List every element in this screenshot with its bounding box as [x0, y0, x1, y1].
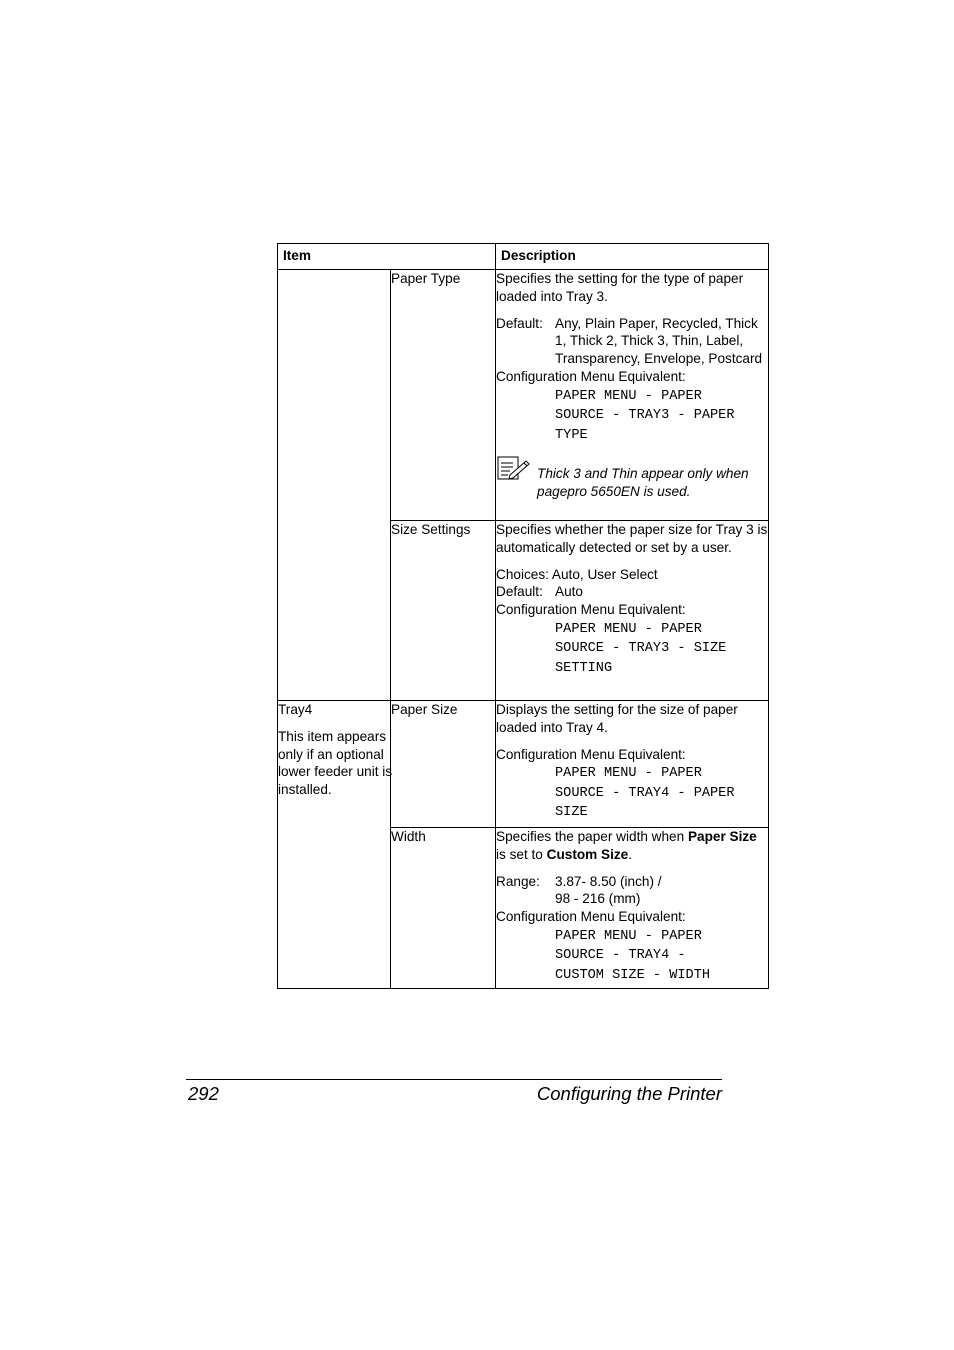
paper-type-default: Default: Any, Plain Paper, Recycled, Thick 1, Thick 2, Thick 3, Thin, Label, Transparency, Envelope, Postcard [496, 315, 763, 367]
footer-divider [186, 1079, 722, 1080]
paper-type-note: Thick 3 and Thin appear only when pagepro 5650EN is used. [496, 455, 768, 500]
paper-type-config-label: Configuration Menu Equivalent: [496, 368, 686, 384]
size-settings-default: Default: Auto [496, 584, 583, 600]
tray4-note: This item appears only if an optional lower feeder unit is installed. [278, 728, 393, 798]
size-settings-config-label: Configuration Menu Equivalent: [496, 602, 686, 618]
width-config-label: Configuration Menu Equivalent: [496, 909, 686, 925]
item-width: Width [391, 828, 496, 989]
width-config-path: PAPER MENU - PAPER SOURCE - TRAY4 - CUSTOM SIZE - WIDTH [555, 928, 711, 983]
desc-paper-type [496, 270, 769, 521]
table-row [278, 270, 769, 521]
table-row [278, 701, 769, 828]
paper-type-description: Specifies the setting for the type of paper loaded into Tray 3. [496, 271, 744, 304]
width-range: Range: 3.87- 8.50 (inch) / 98 - 216 (mm) [496, 873, 662, 907]
settings-table [277, 243, 769, 989]
item-paper-size: Paper Size [391, 701, 496, 828]
width-description: Specifies the paper width when Paper Size is set to Custom Size. [496, 829, 757, 862]
size-settings-config-path: PAPER MENU - PAPER SOURCE - TRAY3 - SIZE SETTING [555, 621, 727, 676]
header-description: Description [496, 244, 769, 270]
item-paper-type: Paper Type [391, 270, 496, 521]
table-header-row [278, 244, 769, 270]
paper-type-config-path: PAPER MENU - PAPER SOURCE - TRAY3 - PAPER TYPE [555, 388, 735, 443]
header-item: Item [278, 244, 496, 270]
size-settings-choices: Choices: Auto, User Select [496, 566, 658, 582]
desc-paper-size [496, 701, 769, 828]
paper-size-description: Displays the setting for the size of paper loaded into Tray 4. [496, 702, 738, 735]
paper-size-config-path: PAPER MENU - PAPER SOURCE - TRAY4 - PAPER SIZE [555, 766, 735, 821]
chapter-title: Configuring the Printer [536, 1083, 722, 1104]
desc-size-settings [496, 521, 769, 701]
desc-width [496, 828, 769, 989]
paper-size-config-label: Configuration Menu Equivalent: [496, 746, 686, 762]
item-size-settings: Size Settings [391, 521, 496, 701]
size-settings-description: Specifies whether the paper size for Tray 3 is automatically detected or set by a user. [496, 522, 768, 555]
item-tray4 [278, 701, 391, 989]
note-pencil-icon [496, 455, 537, 483]
empty-item-cell [278, 270, 391, 701]
tray4-label: Tray4 [278, 702, 313, 717]
page-number: 292 [188, 1083, 219, 1104]
